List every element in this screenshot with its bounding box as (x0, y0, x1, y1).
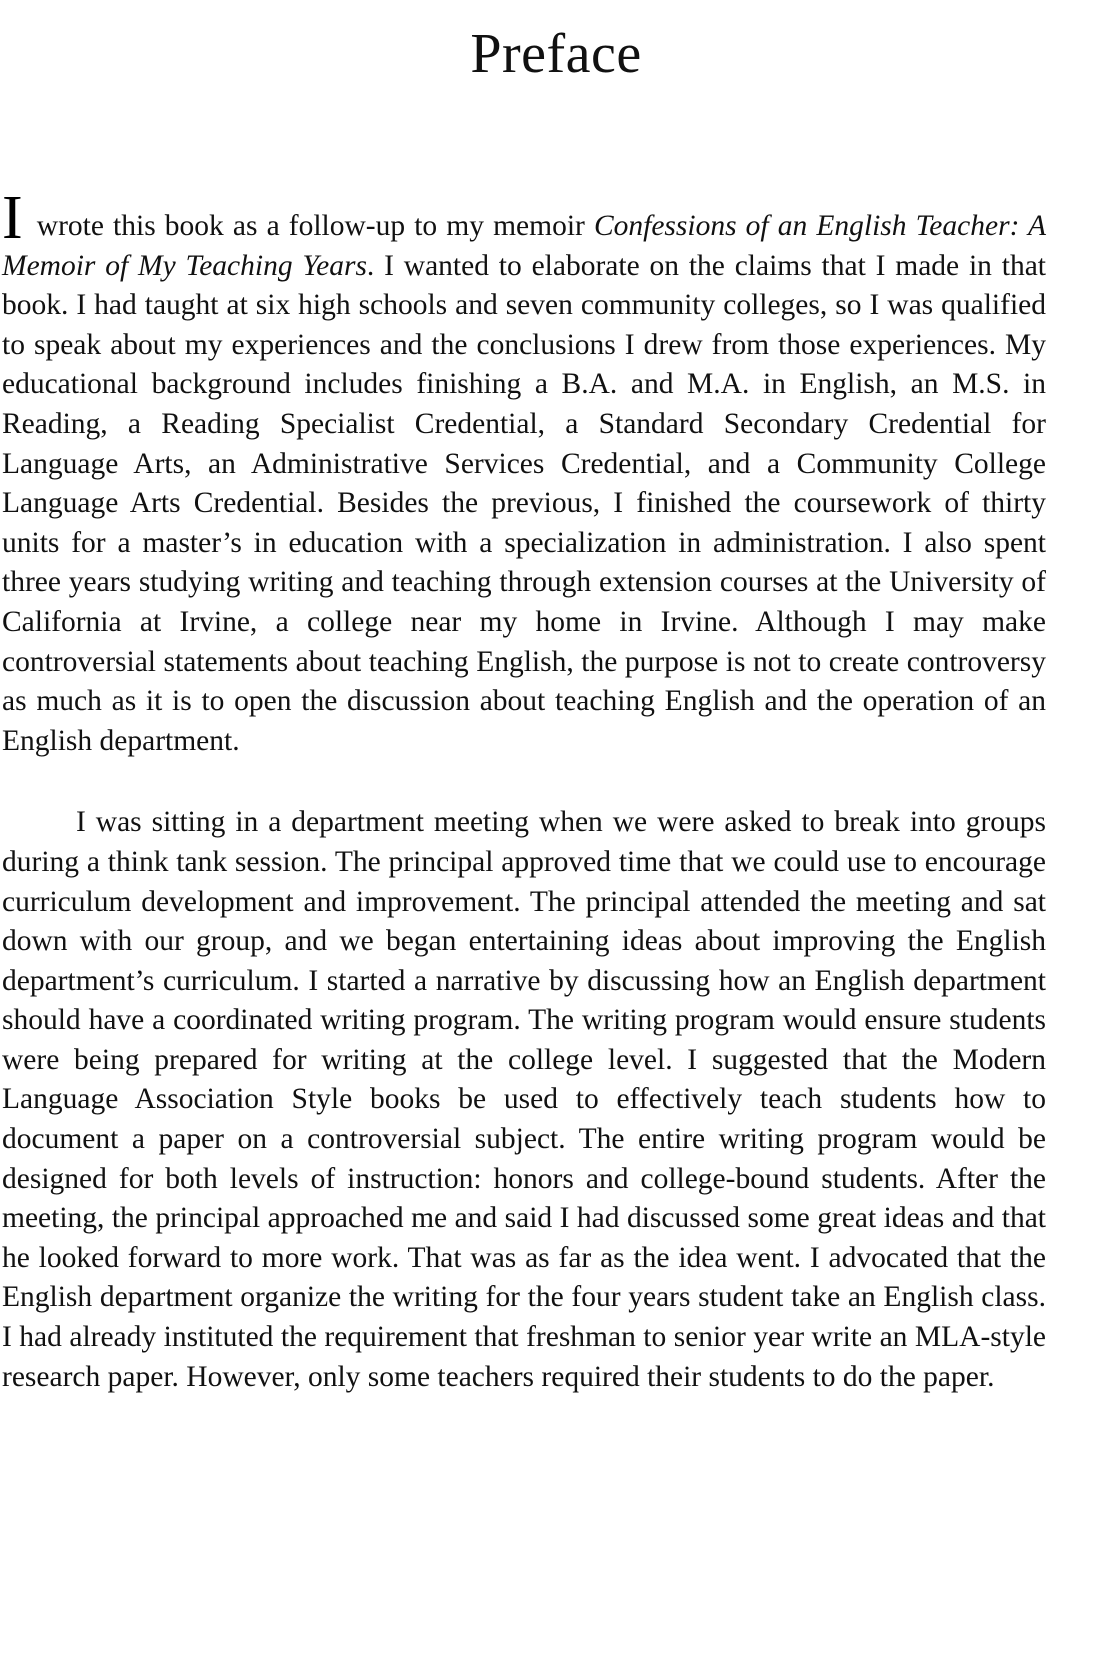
paragraph-1-segment-3: . I wanted to elaborate on the claims that I made in that book. I had taught at six high schools and seven community colleges, so I was qualified to speak about my experiences and the conclusions I drew from those experiences. My educational background includes finishing a B.A. and M.A. in English, an M.S. in Reading, a Reading Specialist Credential, a Standard Secondary Credential for Language Arts, an Administrative Services Credential, and a Community College Language Arts Credential. Besides the previous, I finished the coursework of thirty units for a master’s in education with a specialization in administration. I also spent three years studying writing and teaching through extension courses at the University of California at Irvine, a college near my home in Irvine. Although I may make controversial statements about teaching English, the purpose is not to create controversy as much as it is to open the discussion about teaching English and the operation of an English department. (2, 249, 1046, 757)
paragraph-2 (2, 803, 1046, 1397)
paragraph-1 (2, 184, 1046, 761)
body-text-column (2, 184, 1046, 1397)
paragraph-2-segment-1: I was sitting in a department meeting when we were asked to break into groups during a think tank session. The principal approved time that we could use to encourage curriculum development and improvement. The principal attended the meeting and sat down with our group, and we began entertaining ideas about improving the English department’s curriculum. I started a narrative by discussing how an English department should have a coordinated writing program. The writing program would ensure students were being prepared for writing at the college level. I suggested that the Modern Language Association Style books be used to effectively teach students how to document a paper on a controversial subject. The entire writing program would be designed for both levels of instruction: honors and college-bound students. After the meeting, the principal approached me and said I had discussed some great ideas and that he looked forward to more work. That was as far as the idea went. I advocated that the English department organize the writing for the four years student take an English class. I had already instituted the requirement that freshman to senior year write an MLA-style research paper. However, only some teachers required their students to do the paper. (2, 806, 1046, 1393)
paragraph-1-segment-1: wrote this book as a follow-up to my memoir (27, 210, 594, 242)
page-title: Preface (470, 23, 642, 85)
paragraph-1-book-title: Confessions of an English Teacher: A Memoir of My Teaching Years (2, 210, 1046, 282)
drop-cap-letter: I (2, 184, 23, 252)
